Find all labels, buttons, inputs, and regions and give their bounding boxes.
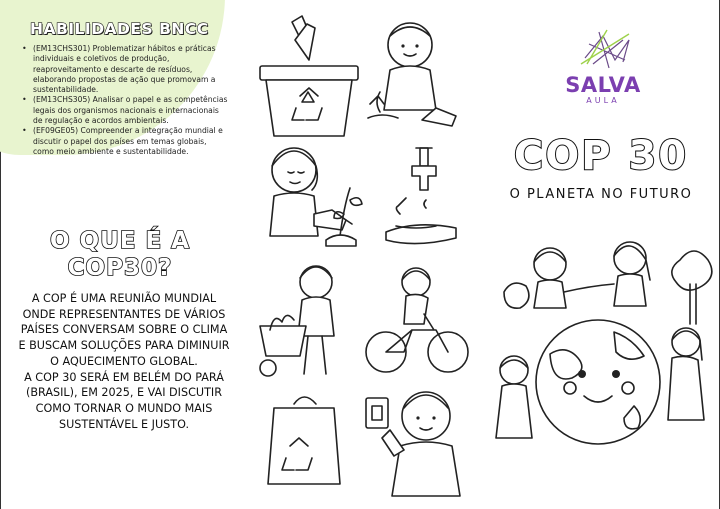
what-is-cop-title: O QUE É A COP30? — [49, 228, 191, 281]
what-is-cop-body — [18, 291, 230, 432]
what-body-paragraph-1: A COP É UMA REUNIÃO MUNDIAL ONDE REPRESENTANTES DE VÁRIOS PAÍSES CONVERSAM SOBRE O CLIMA E BUSCAM SOLUÇÕES PARA DIMINUIR O AQUECIMENTO GLOBAL. — [18, 292, 230, 368]
logo-subtitle: AULA — [586, 96, 620, 105]
bncc-item: • (EM13CHS301) Problematizar hábitos e práticas individuais e coletivos de produção, reaproveitamento e descarte de resíduos, elaborando propostas de ação que promovam a sustentabilidade. — [22, 44, 228, 95]
left-panel — [0, 0, 238, 509]
child-planting-illustration — [368, 23, 456, 126]
coloring-illustrations — [240, 0, 480, 509]
earth-globe-icon — [536, 320, 660, 444]
earth-children-illustration — [484, 236, 720, 476]
logo-name: SALVA — [565, 73, 641, 97]
cover-title: COP 30 — [513, 133, 689, 179]
boy-light-switch-illustration — [366, 392, 460, 496]
recycle-bag-illustration — [268, 397, 340, 484]
child-bicycle-illustration — [366, 268, 468, 372]
bncc-item: • (EF09GE05) Compreender a integração mundial e discutir o papel dos países em temas globais, como meio ambiente e sustentabilidade. — [22, 126, 228, 157]
bncc-list — [22, 44, 228, 157]
what-body-paragraph-2: A COP 30 SERÁ EM BELÉM DO PARÁ (BRASIL), EM 2025, E VAI DISCUTIR COMO TORNAR O MUNDO MAIS SUSTENTÁVEL E JUSTO. — [24, 370, 224, 431]
water-tap-illustration — [386, 148, 456, 244]
recycle-bin-illustration — [260, 16, 358, 136]
bncc-item: • (EM13CHS305) Analisar o papel e as competências legais dos organismos nacionais e internacionais de regulação e acordos ambientais. — [22, 95, 228, 126]
middle-panel — [240, 0, 480, 509]
girl-watering-illustration — [270, 148, 362, 246]
bncc-title: HABILIDADES BNCC — [30, 20, 209, 38]
cover-subtitle: O PLANETA NO FUTURO — [509, 187, 693, 202]
girl-wheelbarrow-illustration — [260, 266, 334, 376]
